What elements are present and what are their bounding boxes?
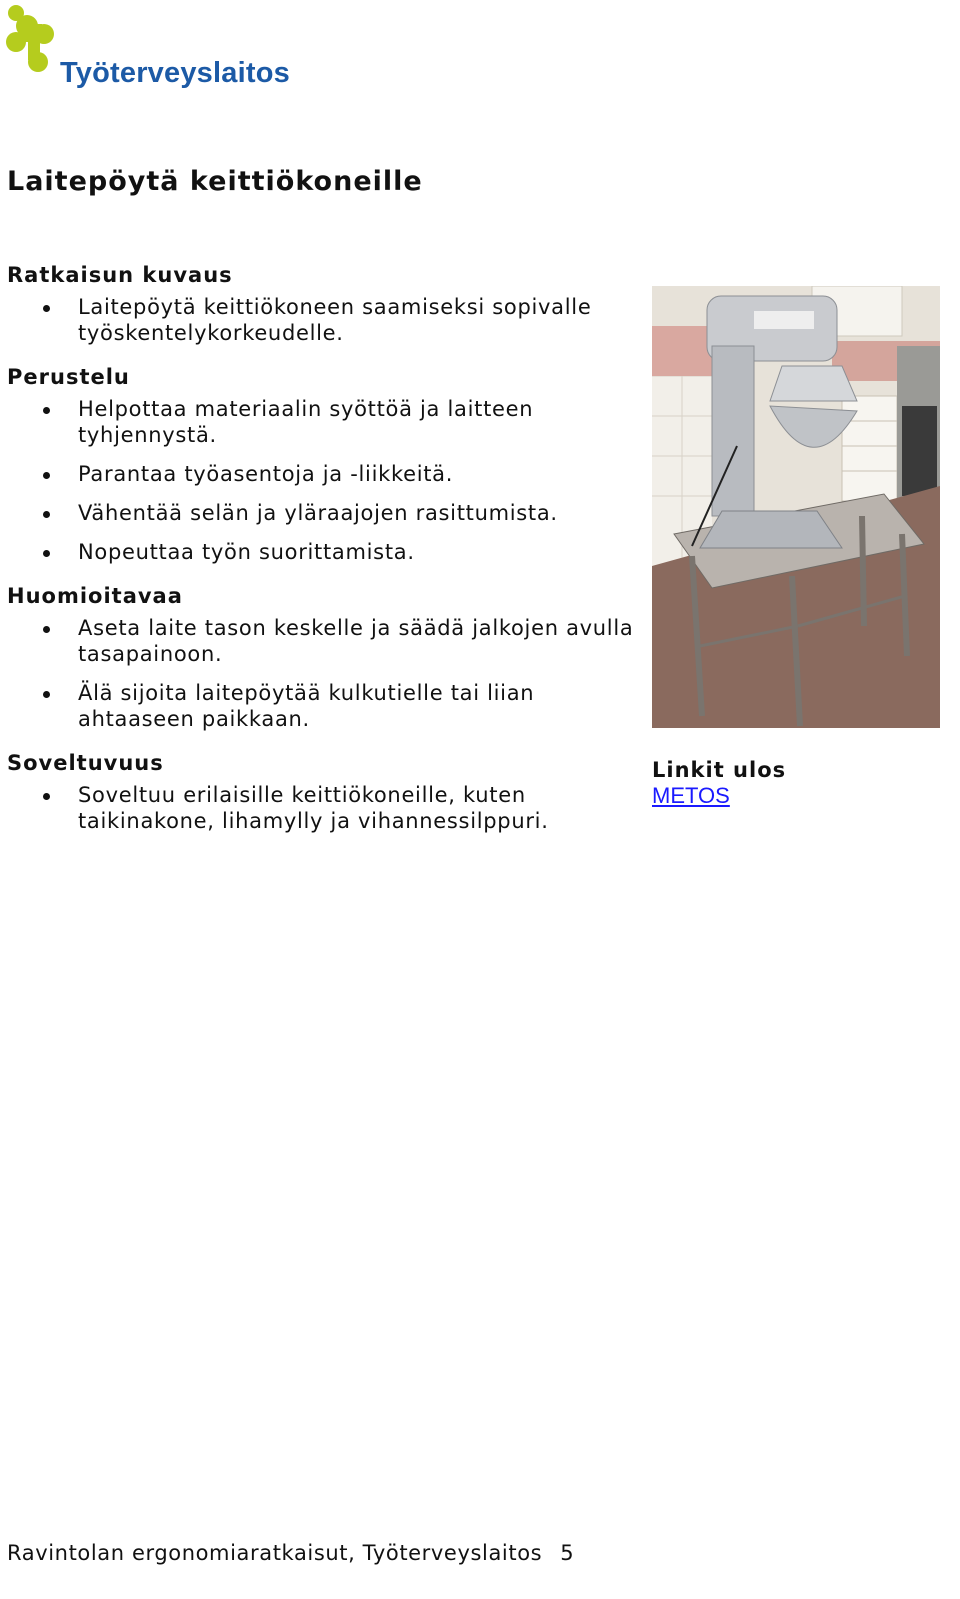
section-heading: Soveltuvuus <box>7 751 164 775</box>
bullet-icon <box>43 472 50 479</box>
bullet-icon <box>43 550 50 557</box>
section-perustelu <box>7 364 647 565</box>
logo-mark-icon <box>6 4 66 74</box>
bullet-icon <box>43 691 50 698</box>
footer-text: Ravintolan ergonomiaratkaisut, Työterveyslaitos <box>7 1541 543 1565</box>
footer <box>7 1541 574 1565</box>
bullet-icon <box>43 511 50 518</box>
section-ratkaisun-kuvaus <box>7 262 647 346</box>
list-item: Vähentää selän ja yläraajojen rasittumista. <box>7 500 647 526</box>
bullet-icon <box>43 793 50 800</box>
list-item: Nopeuttaa työn suorittamista. <box>7 539 647 565</box>
bullet-icon <box>43 407 50 414</box>
logo <box>6 4 290 94</box>
bullet-icon <box>43 626 50 633</box>
page-number: 5 <box>560 1541 575 1565</box>
section-heading: Ratkaisun kuvaus <box>7 263 233 287</box>
list-item: Helpottaa materiaalin syöttöä ja laitteen tyhjennystä. <box>7 396 647 448</box>
list-item: Parantaa työasentoja ja -liikkeitä. <box>7 461 647 487</box>
list-item: Älä sijoita laitepöytää kulkutielle tai liian ahtaaseen paikkaan. <box>7 680 647 732</box>
list-item: Soveltuu erilaisille keittiökoneille, kuten taikinakone, lihamylly ja vihannessilppuri. <box>7 782 647 834</box>
section-huomioitavaa <box>7 583 647 732</box>
mixer-table-photo <box>652 286 940 728</box>
section-heading: Perustelu <box>7 365 130 389</box>
links-heading: Linkit ulos <box>652 758 787 782</box>
metos-link[interactable]: METOS <box>652 783 730 808</box>
logo-text: Työterveyslaitos <box>60 57 290 89</box>
external-links <box>652 757 786 809</box>
page-title: Laitepöytä keittiökoneille <box>7 166 423 197</box>
main-content <box>7 262 647 852</box>
section-soveltuvuus <box>7 750 647 834</box>
list-item: Aseta laite tason keskelle ja säädä jalkojen avulla tasapainoon. <box>7 615 647 667</box>
bullet-icon <box>43 305 50 312</box>
section-heading: Huomioitavaa <box>7 584 183 608</box>
list-item: Laitepöytä keittiökoneen saamiseksi sopivalle työskentelykorkeudelle. <box>7 294 647 346</box>
